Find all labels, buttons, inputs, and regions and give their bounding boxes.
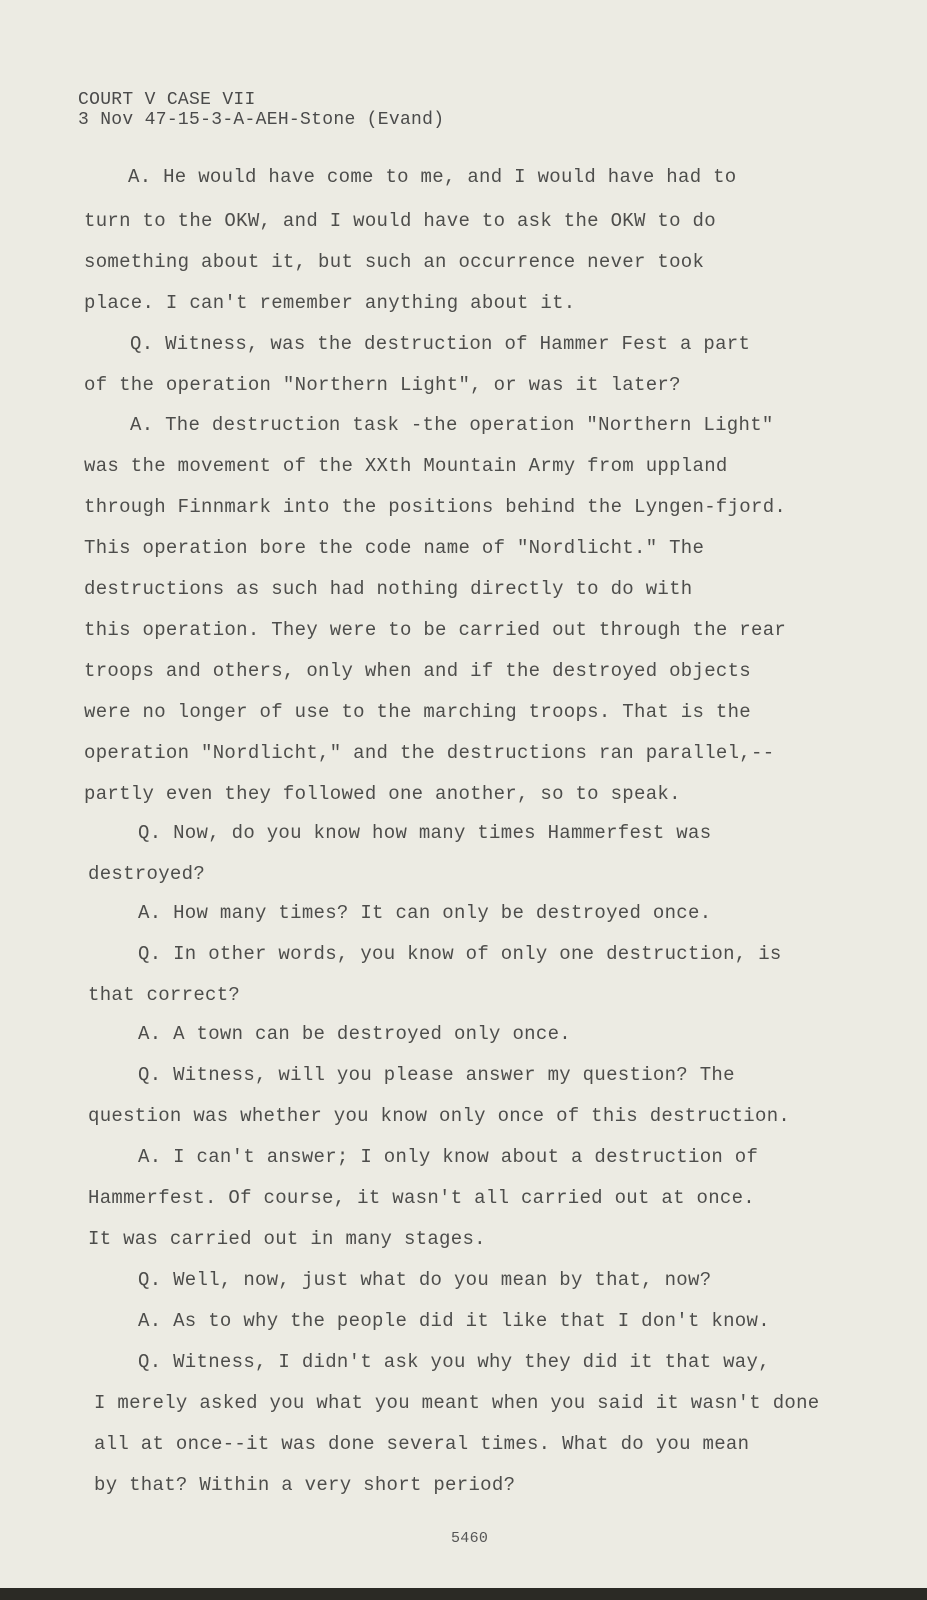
transcript-line: Q. Witness, was the destruction of Hammer Fest a part [130,333,751,355]
transcript-line: destructions as such had nothing directly to do with [84,578,693,600]
date-reference-header: 3 Nov 47-15-3-A-AEH-Stone (Evand) [78,110,445,130]
transcript-line: Hammerfest. Of course, it wasn't all carried out at once. [88,1187,756,1209]
transcript-line: by that? Within a very short period? [94,1474,516,1496]
transcript-line: Q. In other words, you know of only one destruction, is [138,943,782,965]
transcript-line: something about it, but such an occurrence never took [84,251,705,273]
transcript-line: through Finnmark into the positions behind the Lyngen-fjord. [84,496,787,518]
transcript-line: that correct? [88,984,241,1006]
transcript-line: A. I can't answer; I only know about a destruction of [138,1146,759,1168]
transcript-line: It was carried out in many stages. [88,1228,486,1250]
transcript-line: all at once--it was done several times. What do you mean [94,1433,750,1455]
transcript-line: A. As to why the people did it like that I don't know. [138,1310,770,1332]
transcript-line: A. He would have come to me, and I would have had to [128,166,737,188]
scan-edge [0,1588,927,1600]
transcript-line: Q. Well, now, just what do you mean by that, now? [138,1269,712,1291]
transcript-line: question was whether you know only once of this destruction. [88,1105,791,1127]
transcript-line: A. A town can be destroyed only once. [138,1023,571,1045]
transcript-line: this operation. They were to be carried out through the rear [84,619,787,641]
transcript-line: partly even they followed one another, so to speak. [84,783,681,805]
transcript-line: destroyed? [88,863,206,885]
transcript-line: were no longer of use to the marching troops. That is the [84,701,752,723]
transcript-line: turn to the OKW, and I would have to ask the OKW to do [84,210,716,232]
transcript-line: Q. Witness, I didn't ask you why they did it that way, [138,1351,770,1373]
transcript-line: This operation bore the code name of "Nordlicht." The [84,537,705,559]
transcript-line: I merely asked you what you meant when you said it wasn't done [94,1392,820,1414]
transcript-line: Q. Witness, will you please answer my question? The [138,1064,735,1086]
transcript-line: Q. Now, do you know how many times Hammerfest was [138,822,712,844]
page-number: 5460 [451,1530,489,1547]
transcript-line: was the movement of the XXth Mountain Army from uppland [84,455,728,477]
transcript-line: A. How many times? It can only be destroyed once. [138,902,712,924]
transcript-line: A. The destruction task -the operation "Northern Light" [130,414,774,436]
court-case-header: COURT V CASE VII [78,90,256,110]
transcript-line: place. I can't remember anything about it. [84,292,576,314]
transcript-line: of the operation "Northern Light", or was it later? [84,374,681,396]
transcript-line: operation "Nordlicht," and the destructions ran parallel,-- [84,742,775,764]
transcript-line: troops and others, only when and if the destroyed objects [84,660,752,682]
